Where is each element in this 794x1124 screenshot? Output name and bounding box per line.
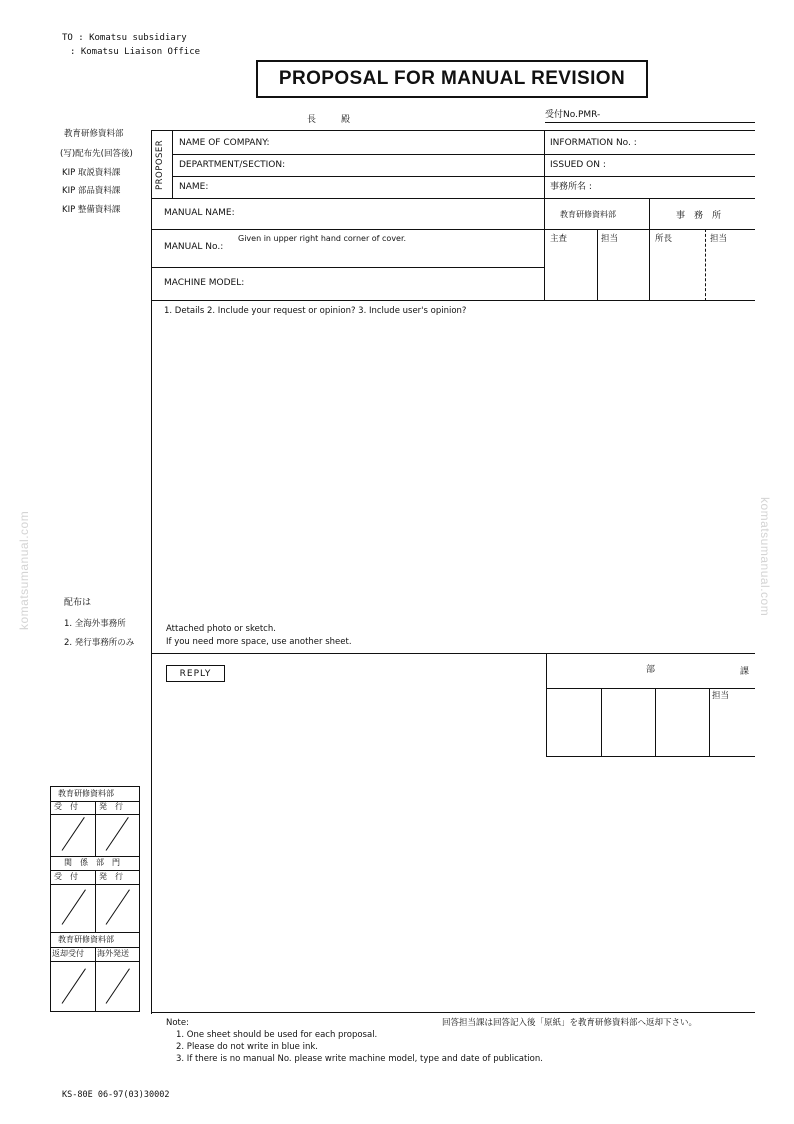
- approval-col-divider-1: [597, 229, 598, 301]
- distribution-title: 教育研修資料部: [64, 129, 124, 139]
- approval-col-divider-2: [705, 229, 706, 301]
- department-label: DEPARTMENT/SECTION:: [179, 160, 286, 170]
- stamp-row2-issue: 発 行: [99, 872, 123, 881]
- manual-row-divider-1: [151, 229, 544, 230]
- form-title: PROPOSAL FOR MANUAL REVISION: [256, 60, 648, 98]
- issued-on-label: ISSUED ON :: [550, 160, 606, 170]
- dept-approval-label: 教育研修資料部: [560, 210, 616, 219]
- reply-grid-col-1: [601, 688, 602, 756]
- reply-section-top: [151, 653, 755, 654]
- stamp-divider: [50, 932, 140, 933]
- chief-column: 主査: [550, 234, 568, 244]
- kip-parts-dept: KIP 部品資料課: [62, 186, 121, 196]
- machine-model-label: MACHINE MODEL:: [164, 278, 245, 288]
- stamp-row1-issue: 発 行: [99, 802, 123, 811]
- more-space-note: If you need more space, use another sheet.: [166, 637, 352, 647]
- to-line-1: TO : Komatsu subsidiary: [62, 33, 187, 43]
- haifu-label: 配布は: [64, 598, 92, 608]
- company-label: NAME OF COMPANY:: [179, 138, 270, 148]
- receipt-no-underline: [545, 122, 755, 123]
- row-divider-3: [151, 198, 755, 199]
- honorific: 長 殿: [307, 115, 359, 125]
- director-column: 所長: [655, 234, 673, 244]
- details-instructions: 1. Details 2. Include your request or opinion? 3. Include user's opinion?: [164, 306, 467, 316]
- reply-grid-header-divider: [546, 688, 755, 689]
- approval-group-divider: [649, 198, 650, 301]
- office-name-label: 事務所名 :: [550, 182, 592, 192]
- reply-grid-col-3: [709, 688, 710, 756]
- stamp-row2-title: 関 係 部 門: [64, 858, 120, 867]
- form-top-border: [151, 130, 755, 131]
- proposer-label-divider: [172, 130, 173, 198]
- watermark-right: komatsumanual.com: [758, 497, 772, 617]
- row-divider-1: [172, 154, 755, 155]
- kip-manual-dept: KIP 取説資料課: [62, 168, 121, 178]
- stamp-row3-overseas: 海外発送: [97, 949, 129, 958]
- charge-column-2: 担当: [710, 234, 728, 244]
- note-japanese: 回答担当課は回答記入後「原紙」を教育研修資料部へ返却下さい。: [442, 1018, 698, 1028]
- manual-no-label: MANUAL No.:: [164, 242, 224, 252]
- form-left-border: [151, 130, 152, 1014]
- manual-no-hint: Given in upper right hand corner of cover.: [238, 234, 407, 243]
- stamp-divider: [95, 947, 96, 1012]
- stamp-row1-title: 教育研修資料部: [58, 789, 114, 798]
- office-approval-label: 事 務 所: [676, 211, 722, 221]
- note-1: 1. One sheet should be used for each proposal.: [176, 1030, 378, 1040]
- form-bottom-border: [151, 1012, 755, 1013]
- note-2: 2. Please do not write in blue ink.: [176, 1042, 318, 1052]
- reply-charge-label: 担当: [712, 691, 730, 701]
- proposer-label: PROPOSER: [155, 139, 165, 191]
- manual-section-bottom: [151, 300, 755, 301]
- reply-bu-label: 部: [646, 665, 656, 675]
- note-label: Note:: [166, 1018, 189, 1028]
- name-label: NAME:: [179, 182, 209, 192]
- stamp-divider: [95, 801, 96, 856]
- watermark-left: komatsumanual.com: [17, 510, 31, 630]
- haifu-option-1: 1. 全海外事務所: [64, 619, 126, 629]
- distribution-sub: (写)配布先(回答後): [60, 149, 133, 159]
- charge-column-1: 担当: [601, 234, 619, 244]
- reply-grid-left: [546, 653, 547, 757]
- form-code: KS-80E 06-97(03)30002: [62, 1090, 170, 1100]
- note-3: 3. If there is no manual No. please write machine model, type and date of publication.: [176, 1054, 543, 1064]
- row-divider-2: [172, 176, 755, 177]
- reply-ka-label: 課: [740, 667, 750, 677]
- to-line-2: : Komatsu Liaison Office: [70, 47, 201, 57]
- receipt-no-label: 受付No.PMR-: [545, 110, 601, 120]
- stamp-divider: [95, 870, 96, 932]
- info-column-divider: [544, 130, 545, 301]
- stamp-row1-receipt: 受 付: [54, 802, 78, 811]
- stamp-row2-receipt: 受 付: [54, 872, 78, 881]
- manual-row-divider-2: [151, 267, 544, 268]
- attached-note: Attached photo or sketch.: [166, 624, 276, 634]
- information-no-label: INFORMATION No. :: [550, 138, 637, 148]
- haifu-option-2: 2. 発行事務所のみ: [64, 638, 135, 648]
- reply-label: REPLY: [166, 665, 225, 682]
- kip-service-dept: KIP 整備資料課: [62, 205, 121, 215]
- stamp-row3-return: 返却受付: [52, 949, 84, 958]
- stamp-row3-title: 教育研修資料部: [58, 935, 114, 944]
- stamp-divider: [50, 856, 140, 857]
- reply-grid-col-2: [655, 688, 656, 756]
- reply-grid-bottom: [546, 756, 755, 757]
- manual-name-label: MANUAL NAME:: [164, 208, 235, 218]
